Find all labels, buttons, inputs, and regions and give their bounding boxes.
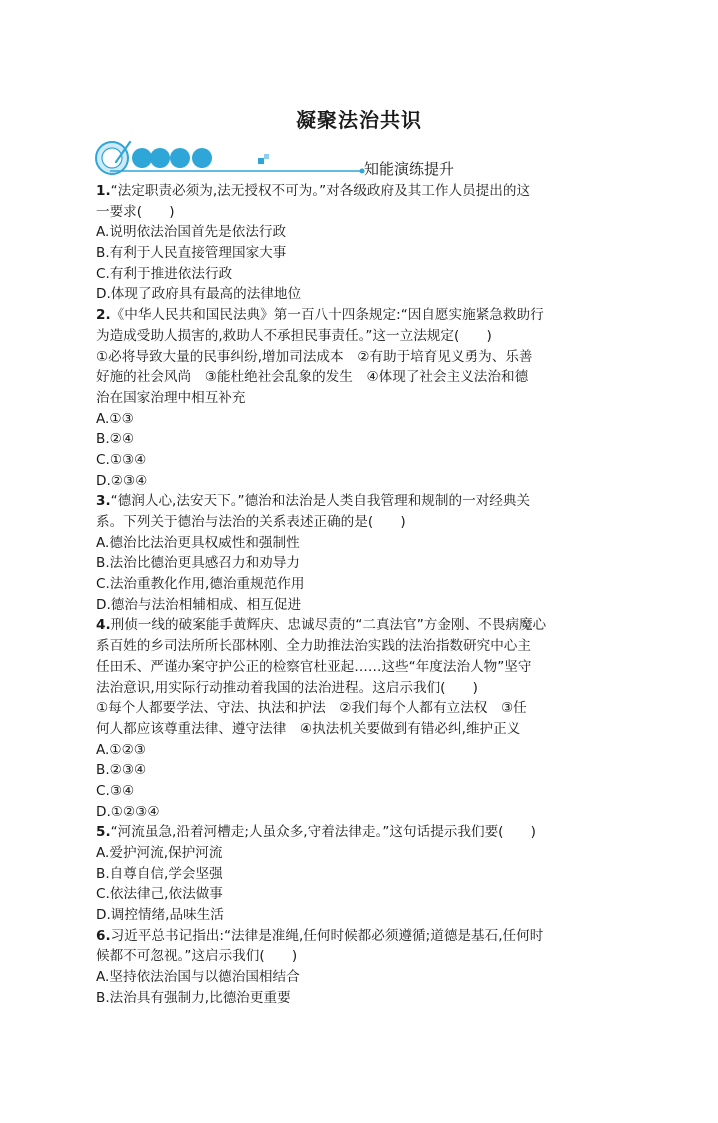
answer-option[interactable]: A.德治比法治更具权威性和强制性 xyxy=(96,534,300,551)
answer-option[interactable]: C.①③④ xyxy=(96,451,147,468)
question-statement-line: 何人都应该尊重法律、遵守法律 ④执法机关要做到有错必纠,维护正义 xyxy=(96,720,521,737)
banner-dot xyxy=(170,148,190,168)
question-stem-line: 5.“河流虽急,沿着河槽走;人虽众多,守着法律走。”这句话提示我们要( ) xyxy=(96,824,536,841)
question-stem-text: 一要求( ) xyxy=(96,203,175,220)
question-stem-line xyxy=(96,636,626,657)
answer-option[interactable]: C.有利于推进依法行政 xyxy=(96,265,233,282)
answer-option[interactable]: A.①②③ xyxy=(96,741,146,758)
question-stem-line: 4.刑侦一线的破案能手黄辉庆、忠诚尽责的“二真法官”方金刚、不畏病魔心 xyxy=(96,617,547,634)
question-1 xyxy=(96,181,626,305)
banner-dot xyxy=(150,148,170,168)
question-number: 2 xyxy=(96,307,106,324)
question-6 xyxy=(96,926,626,1009)
question-stem-text: 刑侦一线的破案能手黄辉庆、忠诚尽责的“二真法官”方金刚、不畏病魔心 xyxy=(110,617,547,634)
question-stem-text: 系。下列关于德治与法治的关系表述正确的是( ) xyxy=(96,514,406,530)
answer-option[interactable]: D.体现了政府具有最高的法律地位 xyxy=(96,286,302,303)
answer-option[interactable]: D.①②③④ xyxy=(96,803,160,820)
answer-option[interactable]: B.②③④ xyxy=(96,762,147,779)
answer-option[interactable]: B.有利于人民直接管理国家大事 xyxy=(96,245,287,262)
answer-option[interactable]: B.自尊自信,学会坚强 xyxy=(96,865,223,882)
answer-option[interactable]: C.依法律己,依法做事 xyxy=(96,886,223,903)
answer-option[interactable]: D.调控情绪,品味生活 xyxy=(96,907,224,924)
question-statement-line: ①必将导致大量的民事纠纷,增加司法成本 ②有助于培育见义勇为、乐善 xyxy=(96,348,533,365)
question-stem-text: “德润人心,法安天下。”德治和法治是人类自我管理和规制的一对经典关 xyxy=(110,493,531,510)
question-stem-text: 系百姓的乡司法所所长邵林刚、全力助推法治实践的法治指数研究中心主 xyxy=(96,638,531,655)
question-stem-text: “河流虽急,沿着河槽走;人虽众多,守着法律走。”这句话提示我们要( ) xyxy=(110,824,536,841)
answer-option[interactable]: A.爱护河流,保护河流 xyxy=(96,845,223,861)
question-statement-line: ①每个人都要学法、守法、执法和护法 ②我们每个人都有立法权 ③任 xyxy=(96,700,527,717)
question-number: 3 xyxy=(96,493,106,510)
banner-dot xyxy=(192,148,212,168)
question-2 xyxy=(96,305,626,491)
question-stem-line xyxy=(96,657,626,678)
question-stem-text: 习近平总书记指出:“法律是准绳,任何时候都必须遵循;道德是基石,任何时 xyxy=(110,927,544,944)
question-number: 5 xyxy=(96,824,106,841)
question-stem-line xyxy=(96,946,626,967)
question-stem-text: 任田禾、严谨办案守护公正的检察官杜亚起……这些“年度法治人物”坚守 xyxy=(96,658,532,675)
question-stem-text: 为造成受助人损害的,救助人不承担民事责任。”这一立法规定( ) xyxy=(96,327,492,344)
question-number: 1 xyxy=(96,183,106,199)
question-3 xyxy=(96,491,626,615)
banner-dot xyxy=(132,148,152,168)
answer-option[interactable]: A.①③ xyxy=(96,410,134,427)
question-number: 6 xyxy=(96,927,106,944)
question-stem-text: “法定职责必须为,法无授权不可为。”对各级政府及其工作人员提出的这 xyxy=(110,183,531,199)
question-stem-line xyxy=(96,202,626,223)
question-4 xyxy=(96,615,626,822)
question-stem-text: 候都不可忽视。”这启示我们( ) xyxy=(96,948,298,965)
page-title: 凝聚法治共识 xyxy=(296,108,422,132)
question-stem-line: 2.《中华人民共和国民法典》第一百八十四条规定:“因自愿实施紧急救助行 xyxy=(96,307,544,324)
question-statement-line: 治在国家治理中相互补充 xyxy=(96,389,246,406)
question-stem-line xyxy=(96,512,626,533)
answer-option[interactable]: B.法治具有强制力,比德治更重要 xyxy=(96,989,291,1006)
question-list xyxy=(96,181,626,1009)
question-stem-text: 《中华人民共和国民法典》第一百八十四条规定:“因自愿实施紧急救助行 xyxy=(110,307,544,324)
question-stem-text: 法治意识,用实际行动推动着我国的法治进程。这启示我们( ) xyxy=(96,679,478,696)
question-stem-line xyxy=(96,678,626,699)
answer-option[interactable]: A.坚持依法治国与以德治国相结合 xyxy=(96,969,300,986)
question-stem-line: 6.习近平总书记指出:“法律是准绳,任何时候都必须遵循;道德是基石,任何时 xyxy=(96,927,544,944)
question-stem-line xyxy=(96,326,626,347)
answer-option[interactable]: B.②④ xyxy=(96,431,135,448)
answer-option[interactable]: B.法治比德治更具感召力和劝导力 xyxy=(96,555,300,572)
section-label: 知能演练提升 xyxy=(364,160,455,178)
answer-option[interactable]: D.德治与法治相辅相成、相互促进 xyxy=(96,596,302,613)
answer-option[interactable]: D.②③④ xyxy=(96,472,148,489)
answer-option[interactable]: A.说明依法治国首先是依法行政 xyxy=(96,224,287,241)
question-stem-line: 1.“法定职责必须为,法无授权不可为。”对各级政府及其工作人员提出的这 xyxy=(96,183,531,199)
question-statement-line: 好施的社会风尚 ③能杜绝社会乱象的发生 ④体现了社会主义法治和德 xyxy=(96,369,529,386)
question-number: 4 xyxy=(96,617,106,634)
answer-option[interactable]: C.③④ xyxy=(96,782,135,799)
question-5 xyxy=(96,822,626,925)
question-stem-line: 3.“德润人心,法安天下。”德治和法治是人类自我管理和规制的一对经典关 xyxy=(96,493,531,510)
answer-option[interactable]: C.法治重教化作用,德治重规范作用 xyxy=(96,576,305,593)
